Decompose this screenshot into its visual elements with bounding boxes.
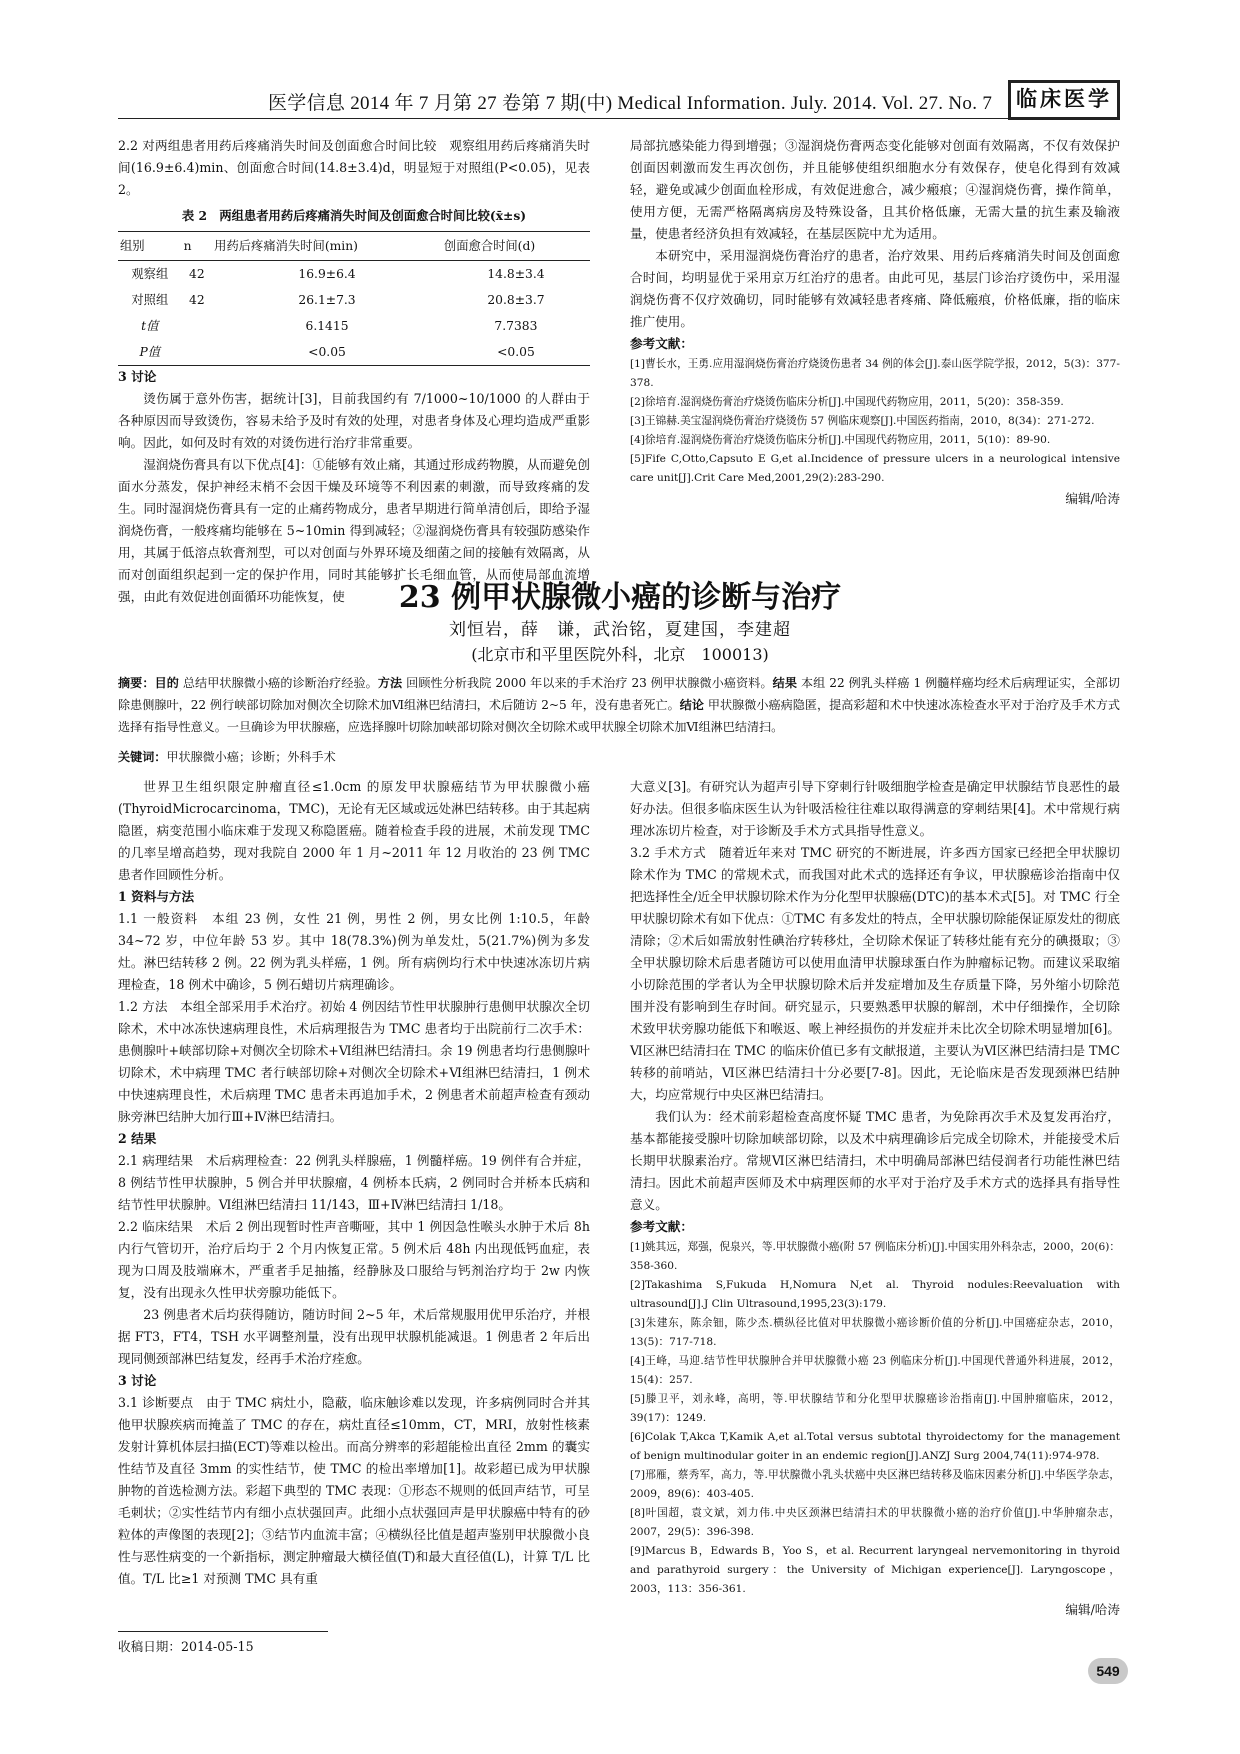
- article-left-column: [118, 776, 590, 1590]
- reference-item: [8]叶国超，袁文斌，刘力伟.中央区颈淋巴结清扫术的甲状腺微小癌的治疗价值[J].中华肿瘤杂志，2007，29(5)：396-398.: [630, 1507, 1120, 1538]
- reference-item: [3]朱建东，陈余钿，陈少杰.横纵径比值对甲状腺微小癌诊断价值的分析[J].中国癌症杂志，2010，13(5)：717-718.: [630, 1317, 1120, 1348]
- body-paragraph: 3.2 手术方式 随着近年来对 TMC 研究的不断进展，许多西方国家已经把全甲状腺切除术作为 TMC 的常规术式，而我国对此术式的选择还有争议，甲状腺癌诊治指南中仅把选择性全/近全甲状腺切除术作为分化型甲状腺癌(DTC)的基本术式[5]。对 TMC 行全甲状腺切除术有如下优点：①TMC 有多发灶的特点，全甲状腺切除能保证原发灶的彻底清除；②术后如需放射性碘治疗转移灶，全切除术保证了转移灶能有充分的碘摄取；③全甲状腺切除术后患者随访可以使用血清甲状腺球蛋白作为肿瘤标记物。而建议采取缩小切除范围的学者认为全甲状腺切除术后并发症增加及生存质量下降，另外缩小切除范围并没有影响到生存时间。研究显示，只要熟悉甲状腺的解剖，术中仔细操作，全切除术致甲状旁腺功能低下和喉返、喉上神经损伤的并发症并未比次全切除术明显增加[6]。Ⅵ区淋巴结清扫在 TMC 的临床价值已多有文献报道，主要认为Ⅵ区淋巴结清扫是 TMC 转移的前哨站，Ⅵ区淋巴结清扫十分必要[7-8]。因此，无论临床是否发现颈淋巴结肿大，均应常规行中央区淋巴结清扫。: [630, 845, 1120, 1102]
- body-paragraph: 2.2 临床结果 术后 2 例出现暂时性声音嘶哑，其中 1 例因急性喉头水肿于术后 8h 内行气管切开，治疗后均于 2 个月内恢复正常。5 例术后 48h 内出现低钙血症，表现为口周及肢端麻木，严重者手足抽搐，经静脉及口服给与钙剂治疗均于 2w 内恢复，没有出现永久性甲状旁腺功能低下。: [118, 1219, 590, 1300]
- article-right-body: [630, 776, 1120, 1216]
- prev-editor: 编辑/哈涛: [1065, 491, 1120, 506]
- prev-discussion-para: 烫伤属于意外伤害，据统计[3]，目前我国约有 7/1000~10/1000 的人群由于各种原因而导致烫伤，容易未给予及时有效的处理，对患者身体及心理均造成严重影响。因此，如何及时有效的对烫伤进行治疗非常重要。: [118, 391, 590, 450]
- reference-item: [1]姚其远，郑强，倪泉兴，等.甲状腺微小癌(附 57 例临床分析)[J].中国实用外科杂志，2000，20(6)：358-360.: [630, 1241, 1120, 1272]
- results-table: [118, 231, 590, 366]
- reference-item: [4]王峰，马迎.结节性甲状腺肿合并甲状腺微小癌 23 例临床分析[J].中国现代普通外科进展，2012，15(4)：257.: [630, 1355, 1120, 1386]
- table-row: [118, 339, 590, 366]
- table-cell: 6.1415: [305, 319, 349, 333]
- section-heading: 1 资料与方法: [118, 889, 195, 904]
- table-cell: 7.7383: [494, 319, 538, 333]
- prev-references-heading: 参考文献：: [630, 336, 693, 351]
- received-date: 收稿日期：2014-05-15: [118, 1639, 254, 1654]
- journal-header: 医学信息 2014 年 7 月第 27 卷第 7 期(中) Medical Information. July. 2014. Vol. 27. No. 7: [268, 93, 993, 114]
- prev-discussion-para: 局部抗感染能力得到增强；③湿润烧伤膏两态变化能够对创面有效隔离，不仅有效保护创面因刺激而发生再次创伤，并且能够使组织细胞水分有效保存，使皂化得到有效减轻，避免或减少创面血栓形成，有效促进愈合，减少瘢痕；④湿润烧伤膏，操作简单，使用方便，无需严格隔离病房及特殊设备，且其价格低廉，无需大量的抗生素及输液量，使患者经济负担有效减轻，在基层医院中尤为适用。: [630, 138, 1120, 241]
- prev-reference-list: [630, 355, 1120, 488]
- prev-right-column: [630, 135, 1120, 510]
- reference-item: [3]王锦赫.美宝湿润烧伤膏治疗烧烫伤 57 例临床观察[J].中国医药指南，2010，8(34)：271-272.: [630, 415, 1095, 427]
- article-right-column: [630, 776, 1120, 1621]
- keywords-text: 甲状腺微小癌；诊断；外科手术: [166, 750, 336, 764]
- abstract-results: 本组 22 例乳头样癌 1 例髓样癌均经术后病理证实，全部切除患侧腺叶，22 例行峡部切除加对侧次全切除术加Ⅵ组淋巴结清扫，术后随访 2~5 年，没有患者死亡。: [118, 676, 1120, 712]
- body-paragraph: 23 例患者术后均获得随访，随访时间 2~5 年，术后常规服用优甲乐治疗，并根据 FT3，FT4，TSH 水平调整剂量，没有出现甲状腺机能减退。1 例患者 2 年后出现同侧颈部淋巴结复发，经再手术治疗痊愈。: [118, 1307, 590, 1366]
- article-editor: 编辑/哈涛: [1065, 1602, 1120, 1617]
- table-cell: t值: [141, 319, 159, 333]
- abstract-methods-label: 方法: [377, 676, 403, 690]
- body-paragraph: 大意义[3]。有研究认为超声引导下穿刺行针吸细胞学检查是确定甲状腺结节良恶性的最好办法。但很多临床医生认为针吸活检往往难以取得满意的穿刺结果[4]。术中常规行病理冰冻切片检查，对于诊断及手术方式具指导性意义。: [630, 779, 1120, 838]
- table-header-row: [118, 232, 590, 261]
- table-row: [118, 287, 590, 313]
- th-pain-time: 用药后疼痛消失时间(min): [212, 232, 442, 261]
- table-cell: <0.05: [212, 339, 442, 366]
- table-cell: 42: [189, 293, 205, 307]
- table-cell: 42: [189, 267, 205, 281]
- table-cell: 16.9±6.4: [298, 267, 356, 281]
- table-cell: 14.8±3.4: [487, 267, 545, 281]
- body-paragraph: 2.1 病理结果 术后病理检查：22 例乳头样腺癌，1 例髓样癌。19 例伴有合并症，8 例结节性甲状腺肿，5 例合并甲状腺瘤，4 例桥本氏病，2 例同时合并桥本氏病和结节性甲状腺肿。Ⅵ组淋巴结清扫 11/143，Ⅲ+Ⅳ淋巴结清扫 1/18。: [118, 1153, 590, 1212]
- running-header: [118, 80, 1120, 116]
- prev-discussion-para: 湿润烧伤膏具有以下优点[4]：①能够有效止痛，其通过形成药物膜，从而避免创面水分蒸发，保护神经末梢不会因干燥及环境等不利因素的刺激，而导致疼痛的发生。同时湿润烧伤膏具有一定的止痛药物成分，患者早期进行简单清创后，即给予湿润烧伤膏，一般疼痛均能够在 5~10min 得到减轻；②湿润烧伤膏具有较强防感染作用，其属于低溶点软膏剂型，可以对创面与外界环境及细菌之间的接触有效隔离，从而对创面组织起到一定的保护作用，同时其能够扩长毛细血管，从而使局部血流增强，由此有效促进创面循环功能恢复，使: [118, 457, 590, 604]
- abstract-methods: 回顾性分析我院 2000 年以来的手术治疗 23 例甲状腺微小癌资料。: [402, 676, 773, 690]
- reference-list: [630, 1238, 1120, 1599]
- table-cell: 观察组: [131, 267, 169, 281]
- keywords-label: 关键词：: [118, 750, 167, 764]
- reference-item: [7]邢雁，蔡秀军，高力，等.甲状腺微小乳头状癌中央区淋巴结转移及临床因素分析[J].中华医学杂志，2009，89(6)：403-405.: [630, 1469, 1120, 1500]
- abstract-conclusion: 甲状腺微小癌病隐匿，提高彩超和术中快速冰冻检查水平对于治疗及手术方式选择有指导性意义。一旦确诊为甲状腺癌，应选择腺叶切除加峡部切除对侧次全切除术或甲状腺全切除术加Ⅵ组淋巴结清扫。: [118, 698, 1120, 734]
- article-authors: 刘恒岩，薛 谦，武治铭，夏建国，李建超: [449, 620, 791, 640]
- body-paragraph: 世界卫生组织限定肿瘤直径≤1.0cm 的原发甲状腺癌结节为甲状腺微小癌(ThyroidMicrocarcinoma，TMC)，无论有无区域或远处淋巴结转移。由于其起病隐匿，病变范围小临床难于发现又称隐匿癌。随着检查手段的进展，术前发现 TMC 的几率呈增高趋势，现对我院自 2000 年 1 月~2011 年 12 月收治的 23 例 TMC 患者作回顾性分析。: [118, 779, 590, 882]
- reference-item: [2]Takashima S,Fukuda H,Nomura N,et al. Thyroid nodules:Reevaluation with ultrasound[J].J Clin Ultrasound,1995,23(3):179.: [630, 1279, 1120, 1310]
- table-row: [118, 261, 590, 288]
- abstract-objective-label: 目的: [154, 676, 179, 690]
- th-group: 组别: [118, 232, 182, 261]
- table-cell: 26.1±7.3: [298, 293, 356, 307]
- reference-item: [5]Fife C,Otto,Capsuto E G,et al.Incidence of pressure ulcers in a neurological intensive care unit[J].Crit Care Med,2001,29(2):283-290.: [630, 453, 1120, 484]
- reference-item: [1]曹长水，王勇.应用湿润烧伤膏治疗烧烫伤患者 34 例的体会[J].泰山医学院学报，2012，5(3)：377-378.: [630, 358, 1120, 389]
- abstract-label: 摘要：: [118, 676, 155, 690]
- section-label: 临床医学: [1008, 80, 1120, 120]
- reference-item: [6]Colak T,Akca T,Kamik A,et al.Total versus subtotal thyroidectomy for the management of benign multinodular goiter in an endemic region[J].ANZJ Surg 2004,74(11):974-978.: [630, 1431, 1120, 1462]
- header-rule: [118, 118, 1008, 119]
- abstract: [118, 672, 1120, 738]
- footnote-rule: [118, 1631, 328, 1632]
- reference-item: [9]Marcus B，Edwards B，Yoo S，et al. Recurrent laryngeal nervemonitoring in thyroid and parathyroid surgery：the University of Michigan experience[J]. Laryngoscope，2003，113：356-361.: [630, 1545, 1120, 1595]
- table-cell: 20.8±3.7: [487, 293, 545, 307]
- table-cell: P值: [118, 339, 182, 366]
- table-caption: 表 2 两组患者用药后疼痛消失时间及创面愈合时间比较(x̄±s): [181, 208, 527, 223]
- abstract-objective: 总结甲状腺微小癌的诊断治疗经验。: [178, 676, 378, 690]
- table-cell: [182, 339, 213, 366]
- reference-item: [2]徐培育.湿润烧伤膏治疗烧烫伤临床分析[J].中国现代药物应用，2011，5(20)：358-359.: [630, 396, 1064, 408]
- prev-discussion-heading: 3 讨论: [118, 369, 157, 384]
- reference-item: [5]滕卫平，刘永峰，高明，等.甲状腺结节和分化型甲状腺癌诊治指南[J].中国肿瘤临床，2012，39(17)：1249.: [630, 1393, 1120, 1424]
- abstract-results-label: 结果: [772, 676, 798, 690]
- page-number: 549: [1088, 1658, 1128, 1684]
- body-paragraph: 3.1 诊断要点 由于 TMC 病灶小，隐蔽，临床触诊难以发现，许多病例同时合并其他甲状腺疾病而掩盖了 TMC 的存在，病灶直径≤10mm，CT，MRI，放射性核素发射计算机体层扫描(ECT)等难以检出。而高分辨率的彩超能检出直径 2mm 的囊实性结节及直径 3mm 的实性结节，使 TMC 的检出率增加[1]。故彩超已成为甲状腺肿物的首选检测方法。彩超下典型的 TMC 表现：①形态不规则的低回声结节，可呈毛刺状；②实性结节内有细小点状强回声。此细小点状强回声是甲状腺癌中特有的砂粒体的声像图的表现[2]；③结节内血流丰富；④横纵径比值是超声鉴别甲状腺微小良性与恶性病变的一个新指标，测定肿瘤最大横径值(T)和最大直径值(L)，计算 T/L 比值。T/L 比≥1 对预测 TMC 具有重: [118, 1395, 590, 1586]
- prev-result-2-2: 2.2 对两组患者用药后疼痛消失时间及创面愈合时间比较 观察组用药后疼痛消失时间(16.9±6.4)min、创面愈合时间(14.8±3.4)d，明显短于对照组(P<0.05)，见表 2。: [118, 138, 590, 197]
- th-healing-time: 创面愈合时间(d): [442, 232, 590, 261]
- table-cell: 对照组: [131, 293, 169, 307]
- body-paragraph: 我们认为：经术前彩超检查高度怀疑 TMC 患者，为免除再次手术及复发再治疗，基本都能接受腺叶切除加峡部切除，以及术中病理确诊后完成全切除术，并能接受术后长期甲状腺素治疗。常规Ⅵ区淋巴结清扫，术中明确局部淋巴结侵润者行功能性淋巴结清扫。因此术前超声医师及术中病理医师的水平对于治疗及手术方式的选择具有指导性意义。: [630, 1109, 1120, 1212]
- th-n: n: [182, 232, 213, 261]
- reference-item: [4]徐培育.湿润烧伤膏治疗烧烫伤临床分析[J].中国现代药物应用，2011，5(10)：89-90.: [630, 434, 1051, 446]
- keywords: [118, 748, 1120, 765]
- prev-discussion-para: 本研究中，采用湿润烧伤膏治疗的患者，治疗效果、用药后疼痛消失时间及创面愈合时间，均明显优于采用京万红治疗的患者。由此可见，基层门诊治疗烫伤中，采用湿润烧伤膏不仅疗效确切，同时能够有效减轻患者疼痛、降低瘢痕，价格低廉，指的临床推广使用。: [630, 248, 1120, 329]
- table-cell: [182, 313, 213, 339]
- abstract-conclusion-label: 结论: [679, 698, 704, 712]
- body-paragraph: 1.1 一般资料 本组 23 例，女性 21 例，男性 2 例，男女比例 1:10.5，年龄 34~72 岁，中位年龄 53 岁。其中 18(78.3%)例为单发灶，5(21.7%)例为多发灶。淋巴结转移 2 例。22 例为乳头样癌，1 例。所有病例均行术中快速冰冻切片病理检查，18 例术中确诊，5 例石蜡切片病理确诊。: [118, 911, 590, 992]
- article-title: 23 例甲状腺微小癌的诊断与治疗: [398, 580, 842, 615]
- section-heading: 2 结果: [118, 1131, 157, 1146]
- prev-left-column: [118, 135, 590, 608]
- body-paragraph: 1.2 方法 本组全部采用手术治疗。初始 4 例因结节性甲状腺肿行患侧甲状腺次全切除术，术中冰冻快速病理良性，术后病理报告为 TMC 患者均于出院前行二次手术：患侧腺叶+峡部切除+对侧次全切除术+Ⅵ组淋巴结清扫。余 19 例患者均行患侧腺叶切除术，术中病理 TMC 者行峡部切除+对侧次全切除术+Ⅵ组淋巴结清扫，1 例术中快速病理良性，术后病理 TMC 患者未再追加手术，2 例患者术前超声检查有颈动脉旁淋巴结肿大加行Ⅲ+Ⅳ淋巴结清扫。: [118, 999, 590, 1124]
- section-heading: 3 讨论: [118, 1373, 157, 1388]
- references-heading: 参考文献：: [630, 1219, 693, 1234]
- article-affiliation: (北京市和平里医院外科，北京 100013): [471, 645, 769, 664]
- table-cell: <0.05: [442, 339, 590, 366]
- table-row: [118, 313, 590, 339]
